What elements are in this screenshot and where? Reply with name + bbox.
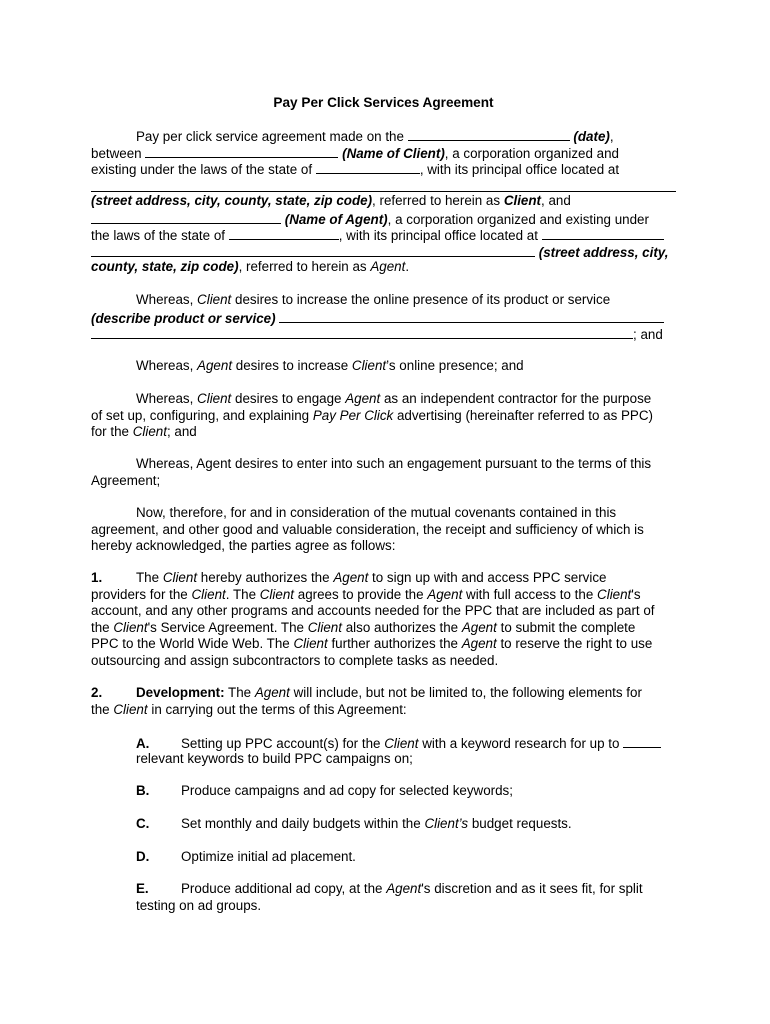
client-name-blank[interactable] xyxy=(145,144,338,158)
whereas-paragraph-1: Whereas, Client desires to increase the online presence of its product or service (describe product or service) ; and xyxy=(91,292,663,342)
item-label: E. xyxy=(136,881,149,896)
item-label: C. xyxy=(136,816,150,831)
date-blank[interactable] xyxy=(408,127,570,141)
client-state-blank[interactable] xyxy=(316,160,420,174)
keyword-count-blank[interactable] xyxy=(623,734,661,748)
agent-address-blank-2[interactable] xyxy=(91,243,535,257)
item-label: D. xyxy=(136,849,150,864)
list-item-d: D. Optimize initial ad placement. xyxy=(136,849,356,864)
product-description-blank-1[interactable] xyxy=(279,309,664,323)
section-heading: Development: xyxy=(136,685,225,700)
list-item-b: B. Produce campaigns and ad copy for selected keywords; xyxy=(136,783,513,798)
section-number: 2. xyxy=(91,685,103,700)
product-description-blank-2[interactable] xyxy=(91,325,633,339)
intro-paragraph: Pay per click service agreement made on the (date), between (Name of Client), a corporation organized and existing under the laws of the state of , with its principal office located at (street address, city, county, state, zip code), referred to herein as Client, and (Name of Agent), a corporation organized and existing under the laws of the state of , with its principal office located at (street address, city, county, state, zip code), referred to herein as Agent. xyxy=(91,127,676,276)
now-therefore-paragraph: Now, therefore, for and in consideration of the mutual covenants contained in this agreement, and other good and valuable consideration, the receipt and sufficiency of which is hereby acknowledged, the parties agree as follows: xyxy=(91,505,644,553)
whereas-paragraph-4: Whereas, Agent desires to enter into such an engagement pursuant to the terms of this Agreement; xyxy=(91,456,652,488)
section-number: 1. xyxy=(91,570,103,585)
agent-name-blank[interactable] xyxy=(91,210,281,224)
whereas-paragraph-2: Whereas, Agent desires to increase Client’s online presence; and xyxy=(136,358,524,373)
list-item-c: C. Set monthly and daily budgets within the Client’s budget requests. xyxy=(136,816,572,831)
client-address-blank[interactable] xyxy=(91,177,676,192)
section-2: 2. Development: The Agent will include, but not be limited to, the following elements for the Client in carrying out the terms of this Agreement: xyxy=(91,685,642,717)
item-label: B. xyxy=(136,783,150,798)
section-1: 1. The Client hereby authorizes the Agent to sign up with and access PPC service providers for the Client. The Client agrees to provide the Agent with full access to the Client's account, and any other programs and accounts needed for the PPC that are included as part of the Client's Service Agreement. The Client also authorizes the Agent to submit the complete PPC to the World Wide Web. The Client further authorizes the Agent to reserve the right to use outsourcing and assign subcontractors to complete tasks as needed. xyxy=(91,570,655,668)
document-title: Pay Per Click Services Agreement xyxy=(273,95,494,110)
list-item-e: E. Produce additional ad copy, at the Agent's discretion and as it sees fit, for split testing on ad groups. xyxy=(136,881,643,913)
list-item-a: A. Setting up PPC account(s) for the Client with a keyword research for up to relevant keywords to build PPC campaigns on; xyxy=(136,734,676,767)
agent-state-blank[interactable] xyxy=(229,226,339,240)
whereas-paragraph-3: Whereas, Client desires to engage Agent as an independent contractor for the purpose of set up, configuring, and explaining Pay Per Click advertising (hereinafter referred to as PPC) for the Client; and xyxy=(91,391,653,439)
item-label: A. xyxy=(136,736,150,751)
agent-address-blank-1[interactable] xyxy=(542,226,664,240)
